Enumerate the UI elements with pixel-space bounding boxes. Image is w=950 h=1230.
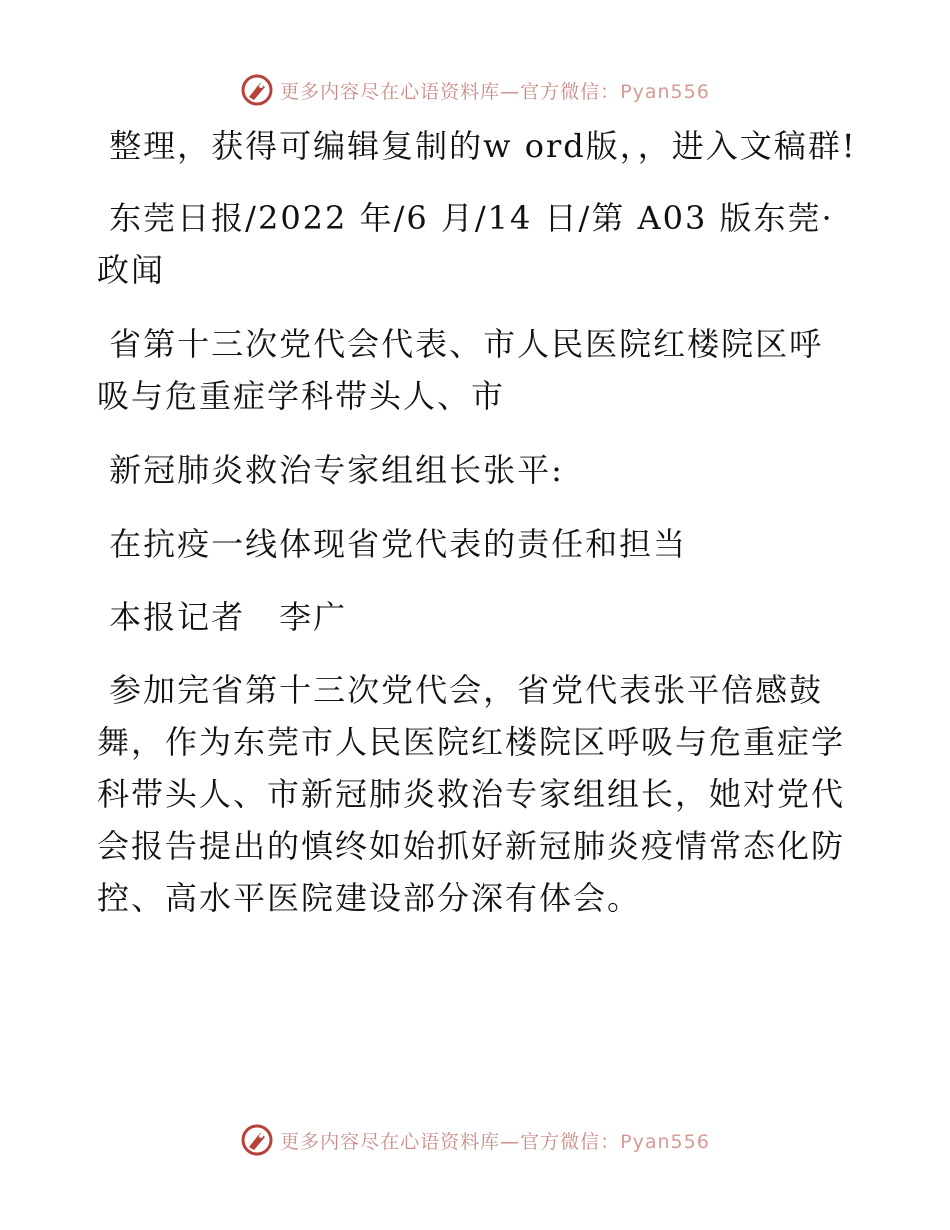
paragraph-edit-note: 整理，获得可编辑复制的w ord版，，进入文稿群!	[97, 127, 857, 165]
header-watermark-banner	[0, 70, 950, 110]
paragraph-body: 参加完省第十三次党代会，省党代表张平倍感鼓舞，作为东莞市人民医院红楼院区呼吸与危重症学科带头人、市新冠肺炎救治专家组组长，她对党代会报告提出的慎终如始抓好新冠肺炎疫情常态化防控、高水平医院建设部分深有体会。	[97, 671, 846, 917]
wechat-id: Pyan556	[620, 80, 710, 103]
watermark-text	[280, 77, 710, 104]
watermark-label: 更多内容尽在心语资料库—官方微信：	[280, 1130, 621, 1153]
wechat-id: Pyan556	[620, 1130, 710, 1153]
paragraph-subtitle-2: 新冠肺炎救治专家组组长张平:	[97, 451, 564, 489]
pen-nib-logo-icon	[240, 1123, 274, 1157]
document-body	[97, 120, 857, 924]
paragraph-subtitle-1: 省第十三次党代会代表、市人民医院红楼院区呼吸与危重症学科带头人、市	[97, 325, 824, 415]
pen-nib-logo-icon	[240, 73, 274, 107]
watermark-text	[280, 1127, 710, 1154]
paragraph-source-line: 东莞日报/2022 年/6 月/14 日/第 A03 版东莞·政闻	[97, 199, 834, 289]
paragraph-byline: 本报记者 李广	[97, 598, 348, 636]
paragraph-headline: 在抗疫一线体现省党代表的责任和担当	[97, 525, 688, 563]
watermark-label: 更多内容尽在心语资料库—官方微信：	[280, 80, 621, 103]
footer-watermark-banner	[0, 1120, 950, 1160]
